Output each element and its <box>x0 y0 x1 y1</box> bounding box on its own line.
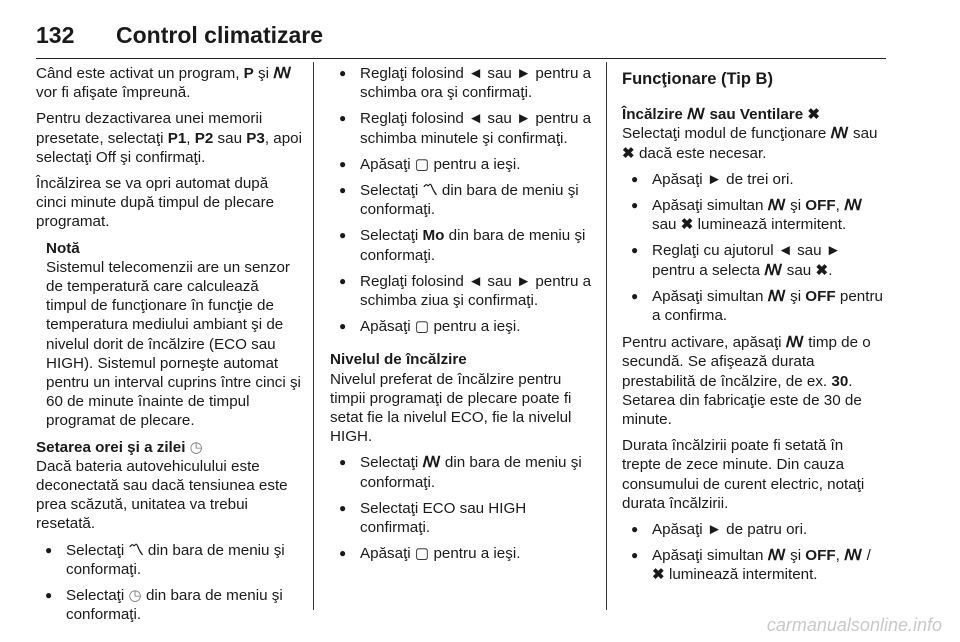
heat-icon: ꟿ <box>767 197 786 215</box>
left-arrow-icon: ◄ <box>468 110 484 128</box>
heat-icon: ꟿ <box>764 261 783 279</box>
column-1 <box>36 64 302 632</box>
paragraph-auto-stop: Încălzirea se va opri automat după cinci minute după timpul de plecare programat. <box>36 175 275 231</box>
paragraph-duration: Durata încălzirii poate fi setată în trepte de zece minute. Din cauza consumului de curent electric, notaţi durata încălzirii. <box>622 437 865 512</box>
clock-icon: ◷ <box>128 587 142 605</box>
list-mode-steps <box>622 170 886 325</box>
wrench-icon: 〽 <box>128 541 144 559</box>
heat-icon: ꟿ <box>767 547 786 565</box>
left-arrow-icon: ◄ <box>468 272 484 290</box>
heat-icon: ꟿ <box>273 65 292 82</box>
heat-icon: ꟿ <box>844 547 863 565</box>
watermark-logo: carmanualsonline.info <box>766 615 942 635</box>
list-item: ● Apăsaţi ► de trei ori. <box>622 170 886 189</box>
right-arrow-icon: ► <box>825 242 841 260</box>
list-item: ● Reglaţi folosind ◄ sau ► pentru a schimba minutele şi confirmaţi. <box>330 109 592 147</box>
list-item: ● Selectaţi Mo din bara de meniu şi conformaţi. <box>330 226 592 264</box>
heat-icon: ꟿ <box>687 106 706 124</box>
note-title: Notă <box>46 239 80 257</box>
heat-icon: ꟿ <box>422 454 441 472</box>
page-number: 132 <box>36 22 75 48</box>
screen-icon: ▢ <box>414 155 430 173</box>
list-item: ● Reglaţi folosind ◄ sau ► pentru a schimba ziua şi confirmaţi. <box>330 272 592 310</box>
screen-icon: ▢ <box>414 545 430 563</box>
note-box <box>46 239 302 431</box>
paragraph-activation: Pentru activare, apăsaţi ꟿ timp de o secundă. Se afişează durata prestabilită de încălzire, de ex. 30. Setarea din fabricaţie este de 30 de minute. <box>622 334 871 429</box>
paragraph-heat-level: Nivelul preferat de încălzire pentru timpii programaţi de plecare poate fi setat fie la nivelul ECO, fie la nivelul HIGH. <box>330 370 572 446</box>
page-header <box>36 22 886 59</box>
list-item: ● Selectaţi ECO sau HIGH confirmaţi. <box>330 499 592 537</box>
list-item: ● Reglaţi cu ajutorul ◄ sau ► pentru a selecta ꟿ sau ✖. <box>622 241 886 279</box>
list-item: ● Apăsaţi ► de patru ori. <box>622 520 886 539</box>
right-arrow-icon: ► <box>516 272 532 290</box>
left-arrow-icon: ◄ <box>777 242 793 260</box>
paragraph-select-mode: Selectaţi modul de funcţionare ꟿ sau ✖ dacă este necesar. <box>622 125 878 162</box>
heat-icon: ꟿ <box>830 125 849 143</box>
list-item: ● Apăsaţi simultan ꟿ şi OFF, ꟿ / ✖ luminează intermitent. <box>622 546 886 584</box>
fan-icon: ✖ <box>815 261 829 279</box>
heat-icon: ꟿ <box>844 197 863 215</box>
list-item: ● Selectaţi ◷ din bara de meniu şi conformaţi. <box>36 586 302 624</box>
right-arrow-icon: ► <box>516 110 532 128</box>
column-divider-1 <box>313 62 314 610</box>
list-time-steps <box>36 541 302 625</box>
list-item: ● Apăsaţi simultan ꟿ şi OFF, ꟿ sau ✖ luminează intermitent. <box>622 196 886 234</box>
left-arrow-icon: ◄ <box>468 65 484 82</box>
list-item: ● Apăsaţi ▢ pentru a ieşi. <box>330 155 592 174</box>
fan-icon: ✖ <box>680 216 694 234</box>
screen-icon: ▢ <box>414 318 430 336</box>
section-title: Funcţionare (Tip B) <box>622 70 773 88</box>
paragraph-deactivate-preset: Pentru dezactivarea unei memorii presetate, selectaţi P1, P2 sau P3, apoi selectaţi Off şi confirmaţi. <box>36 110 302 166</box>
paragraph-reset: Dacă bateria autovehiculului este deconectată sau dacă tensiunea este prea scăzută, unitatea va trebui resetată. <box>36 457 288 533</box>
wrench-icon: 〽 <box>422 182 438 200</box>
subheading-heat-level: Nivelul de încălzire <box>330 351 467 369</box>
fan-icon: ✖ <box>622 144 635 162</box>
list-item: ● Selectaţi 〽 din bara de meniu şi conformaţi. <box>330 181 592 219</box>
list-item: ● Apăsaţi simultan ꟿ şi OFF pentru a confirma. <box>622 287 886 325</box>
heat-icon: ꟿ <box>785 334 804 352</box>
fan-icon: ✖ <box>807 106 821 124</box>
list-item: ● Selectaţi 〽 din bara de meniu şi conformaţi. <box>36 541 302 579</box>
note-text: Sistemul telecomenzii are un senzor de temperatură care calculează timpul de funcţionare în funcţie de temperatura mediului ambiant şi de nivelul dorit de încălzire (ECO sau HIGH). Sistemul porneşte automat pentru un interval cuprins între cinci şi 60 de minute înainte de timpul programat de plecare. <box>46 258 301 430</box>
chapter-title: Control climatizare <box>116 22 324 48</box>
column-2 <box>330 64 592 571</box>
column-3 <box>622 64 886 593</box>
list-set-time <box>330 64 592 336</box>
paragraph-program-active: Când este activat un program, P şi ꟿ vor fi afişate împreună. <box>36 65 292 102</box>
clock-icon: ◷ <box>189 438 203 456</box>
list-duration-steps <box>622 520 886 585</box>
list-item: ● Apăsaţi ▢ pentru a ieşi. <box>330 317 592 336</box>
list-item: ● Apăsaţi ▢ pentru a ieşi. <box>330 544 592 563</box>
list-item: ● Selectaţi ꟿ din bara de meniu şi conformaţi. <box>330 453 592 491</box>
column-divider-2 <box>606 62 607 610</box>
right-arrow-icon: ► <box>516 65 532 82</box>
fan-icon: ✖ <box>652 566 665 584</box>
subheading-time-day: Setarea orei şi a zilei ◷ <box>36 438 203 456</box>
list-item: ● Reglaţi folosind ◄ sau ► pentru a schimba ora şi confirmaţi. <box>330 64 592 102</box>
list-heat-level <box>330 453 592 563</box>
subheading-heat-vent: Încălzire ꟿ sau Ventilare ✖ <box>622 106 821 124</box>
heat-icon: ꟿ <box>767 287 786 305</box>
